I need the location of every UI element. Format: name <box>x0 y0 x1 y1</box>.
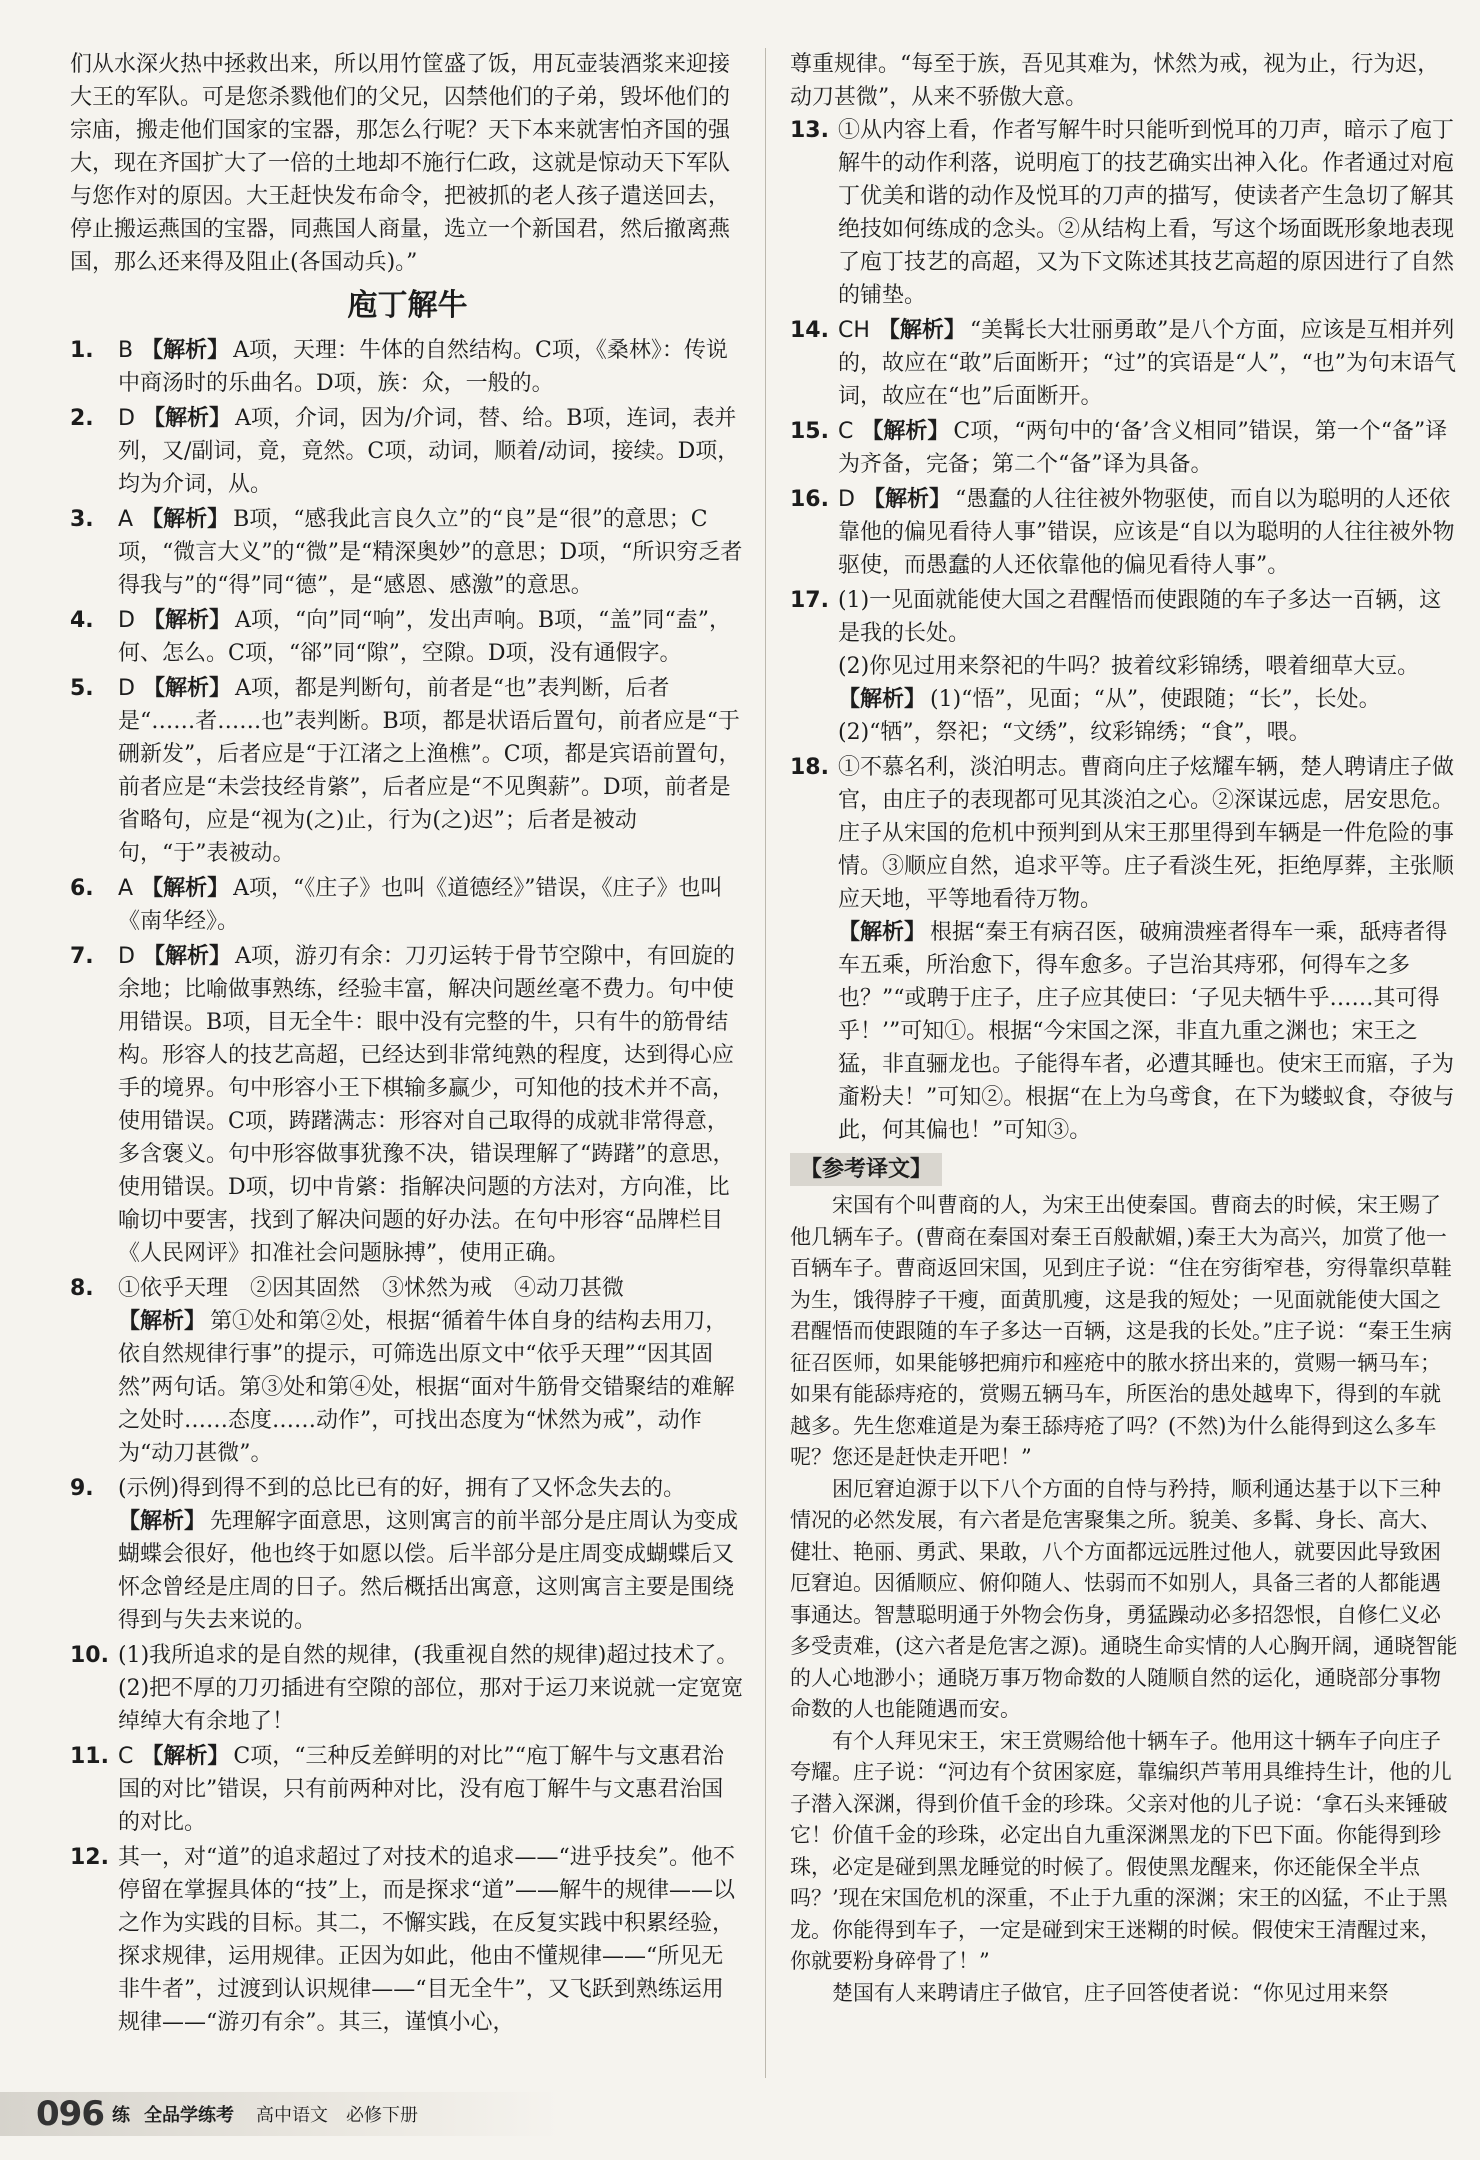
item-number: 10. <box>70 1643 109 1668</box>
answer-item <box>790 415 1460 481</box>
analysis-tag: 【解析】 <box>141 1744 230 1769</box>
item-main-line <box>838 314 1460 413</box>
analysis-tag: 【解析】 <box>118 1509 207 1534</box>
answer-letter: D <box>118 406 135 431</box>
answer-item <box>70 872 745 938</box>
section-heading: 庖丁解牛 <box>347 288 468 323</box>
answer-item <box>70 503 745 602</box>
item-sub-text: 先理解字面意思，这则寓言的前半部分是庄周认为变成蝴蝶会很好，他也终于如愿以偿。后半部分是庄周变成蝴蝶后又怀念曾经是庄周的日子。然后概括出寓意，这则寓言主要是围绕得到与失去来说的。 <box>118 1509 739 1633</box>
item-number: 5. <box>70 676 94 701</box>
item-number: 8. <box>70 1276 94 1301</box>
item-number: 13. <box>790 118 829 143</box>
analysis-tag: 【解析】 <box>142 608 231 633</box>
item-sub-line <box>838 916 1460 1147</box>
book-subject: 高中语文 <box>255 2105 328 2126</box>
answer-letter: D <box>118 944 135 969</box>
practice-label: 练 <box>111 2105 130 2126</box>
item-number: 4. <box>70 608 94 633</box>
item-text: A项，介词，因为/介词，替、给。B项，连词，表并列，又/副词，竟，竟然。C项，动词，顺着/动词，接续。D项，均为介词，从。 <box>118 406 740 497</box>
item-body <box>118 1272 745 1470</box>
item-body <box>118 872 745 938</box>
item-text: A项，游刃有余：刀刃运转于骨节空隙中，有回旋的余地；比喻做事熟练，经验丰富，解决问题丝毫不费力。句中使用错误。B项，目无全牛：眼中没有完整的牛，只有牛的筋骨结构。形容人的技艺高超，已经达到非常纯熟的程度，达到得心应手的境界。句中形容小王下棋输多赢少，可知他的技术并不高，使用错误。C项，踌躇满志：形容对自己取得的成就非常得意，多含褒义。句中形容做事犹豫不决，错误理解了“踌躇”的意思，使用错误。D项，切中肯綮：指解决问题的方法对，方向准，比喻切中要害，找到了解决问题的好办法。在句中形容“品牌栏目《人民网评》扣准社会问题脉搏”，使用正确。 <box>118 944 735 1266</box>
item-number: 14. <box>790 318 829 343</box>
item-main-line <box>838 584 1460 650</box>
item-number: 18. <box>790 755 829 780</box>
left-answer-list <box>70 334 745 2039</box>
item-text: A项，都是判断句，前者是“也”表判断，后者是“……者……也”表判断。B项，都是状语后置句，前者应是“于硎新发”，后者应是“于江渚之上渔樵”。C项，都是宾语前置句，前者应是“未尝技经肯綮”，后者应是“不见舆薪”。D项，前者是省略句，应是“视为(之)止，行为(之)迟”；后者是被动句，“于”表被动。 <box>118 676 741 866</box>
item-sub-text: (2)把不厚的刀刃插进有空隙的部位，那对于运刀来说就一定宽宽绰绰大有余地了！ <box>118 1676 744 1734</box>
translation-paragraph: 楚国有人来聘请庄子做官，庄子回答使者说：“你见过用来祭 <box>832 1980 1389 2005</box>
answer-item <box>70 940 745 1270</box>
item-main-line <box>118 1841 745 2039</box>
item-main-line <box>118 940 745 1270</box>
item-body <box>118 1639 745 1738</box>
answer-item <box>70 334 745 400</box>
analysis-tag: 【解析】 <box>142 676 231 701</box>
item-body <box>118 503 745 602</box>
analysis-tag: 【解析】 <box>142 944 231 969</box>
analysis-tag: 【解析】 <box>838 920 927 945</box>
right-column <box>790 48 1460 2009</box>
item-number: 9. <box>70 1476 94 1501</box>
item-sub-line <box>118 1505 745 1637</box>
translation-paragraph: 困厄窘迫源于以下八个方面的自恃与矜持，顺利通达基于以下三种情况的必然发展，有六者是危害聚集之所。貌美、多髯、身长、高大、健壮、艳丽、勇武、果敢，八个方面都远远胜过他人，就要因此导致困厄窘迫。因循顺应、俯仰随人、怯弱而不如别人，具备三者的人都能遇事通达。智慧聪明通于外物会伤身，勇猛躁动必多招怨恨，自修仁义必多受责难，(这六者是危害之源)。通晓生命实情的人心胸开阔，通晓智能的人心地渺小；通晓万事万物命数的人随顺自然的运化，通晓部分事物命数的人也能随遇而安。 <box>790 1476 1458 1721</box>
item-number: 6. <box>70 876 94 901</box>
item-sub-text: 第①处和第②处，根据“循着牛体自身的结构去用刀，依自然规律行事”的提示，可筛选出原文中“依乎天理”“因其固然”两句话。第③处和第④处，根据“面对牛筋骨交错聚结的难解之处时……态度……动作”，可找出态度为“怵然为戒”，动作为“动刀甚微”。 <box>118 1309 735 1466</box>
item-number: 17. <box>790 588 829 613</box>
item-main-line <box>118 672 745 870</box>
item-number: 3. <box>70 507 94 532</box>
answer-letter: C <box>118 1744 134 1769</box>
item-main-line <box>838 751 1460 916</box>
answer-item <box>790 483 1460 582</box>
item-text: (1)我所追求的是自然的规律，(我重视自然的规律)超过技术了。 <box>118 1643 739 1668</box>
item-sub-line <box>118 1305 745 1470</box>
item-main-line <box>838 415 1460 481</box>
answer-item <box>70 1740 745 1839</box>
intro-paragraph: 们从水深火热中拯救出来，所以用竹筐盛了饭，用瓦壶装酒浆来迎接大王的军队。可是您杀戮他们的父兄，囚禁他们的子弟，毁坏他们的宗庙，搬走他们国家的宝器，那怎么行呢？天下本来就害怕齐国的强大，现在齐国扩大了一倍的土地却不施行仁政，这就是惊动天下军队与您作对的原因。大王赶快发布命令，把被抓的老人孩子遣送回去，停止搬运燕国的宝器，同燕国人商量，选立一个新国君，然后撤离燕国，那么还来得及阻止(各国动兵)。” <box>70 52 731 275</box>
item-body <box>118 672 745 870</box>
item-body <box>838 114 1460 312</box>
item-text: A项，“《庄子》也叫《道德经》”错误，《庄子》也叫《南华经》。 <box>118 876 723 934</box>
item-body <box>118 604 745 670</box>
item-body <box>118 402 745 501</box>
item-body <box>838 314 1460 413</box>
item-body <box>118 1472 745 1637</box>
item-text: ①不慕名利，淡泊明志。曹商向庄子炫耀车辆，楚人聘请庄子做官，由庄子的表现都可见其淡泊之心。②深谋远虑，居安思危。庄子从宋国的危机中预判到从宋王那里得到车辆是一件危险的事情。③顺应自然，追求平等。庄子看淡生死，拒绝厚葬，主张顺应天地，平等地看待万物。 <box>838 755 1455 912</box>
item-main-line <box>118 1639 745 1672</box>
item-sub-text: 根据“秦王有病召医，破痈溃痤者得车一乘，舐痔者得车五乘，所治愈下，得车愈多。子岂治其痔邪，何得车之多也？”“或聘于庄子，庄子应其使曰：‘子见夫牺牛乎……其可得乎！’”可知①。根据“今宋国之深，非直九重之渊也；宋王之猛，非直骊龙也。子能得车者，必遭其睡也。使宋王而寤，子为齑粉夫！”可知②。根据“在上为乌鸢食，在下为蝼蚁食，夺彼与此，何其偏也！”可知③。 <box>838 920 1455 1143</box>
analysis-tag: 【解析】 <box>862 487 951 512</box>
answer-item <box>790 114 1460 312</box>
item-number: 1. <box>70 338 94 363</box>
answer-letter: D <box>118 608 135 633</box>
item-number: 2. <box>70 406 94 431</box>
item-body <box>838 415 1460 481</box>
item-text: C项，“两句中的‘备’含义相同”错误，第一个“备”译为齐备，完备；第二个“备”译为具备。 <box>838 419 1448 477</box>
item-text: (示例)得到得不到的总比已有的好，拥有了又怀念失去的。 <box>118 1476 686 1501</box>
book-volume: 必修下册 <box>345 2105 418 2126</box>
item-text: 其一，对“道”的追求超过了对技术的追求——“进乎技矣”。他不停留在掌握具体的“技”上，而是探求“道”——解牛的规律——以之作为实践的目标。其二，不懈实践，在反复实践中积累经验，探求规律，运用规律。正因为如此，他由不懂规律——“所见无非牛者”，过渡到认识规律——“目无全牛”，又飞跃到熟练运用规律——“游刃有余”。其三，谨慎小心， <box>118 1845 735 2035</box>
item-text: A项，天理：牛体的自然结构。C项，《桑林》：传说中商汤时的乐曲名。D项，族：众，一般的。 <box>118 338 728 396</box>
item-number: 12. <box>70 1845 109 1870</box>
analysis-tag: 【解析】 <box>141 507 230 532</box>
item-sub-line <box>838 683 1460 749</box>
item-main-line <box>118 1740 745 1839</box>
answer-item <box>70 1472 745 1637</box>
answer-item <box>70 1272 745 1470</box>
answer-item <box>70 1841 745 2039</box>
answer-letter: A <box>118 507 134 532</box>
analysis-tag: 【解析】 <box>142 406 231 431</box>
answer-item <box>790 751 1460 1147</box>
answer-letter: A <box>118 876 134 901</box>
answer-item <box>790 584 1460 749</box>
item-text: ①从内容上看，作者写解牛时只能听到悦耳的刀声，暗示了庖丁解牛的动作利落，说明庖丁的技艺确实出神入化。作者通过对庖丁优美和谐的动作及悦耳的刀声的描写，使读者产生急切了解其绝技如何练成的念头。②从结构上看，写这个场面既形象地表现了庖丁技艺的高超，又为下文陈述其技艺高超的原因进行了自然的铺垫。 <box>838 118 1455 308</box>
answer-item <box>70 672 745 870</box>
item-text: C项，“三种反差鲜明的对比”“庖丁解牛与文惠君治国的对比”错误，只有前两种对比，没有庖丁解牛与文惠君治国的对比。 <box>118 1744 724 1835</box>
item-body <box>118 334 745 400</box>
item-body <box>118 940 745 1270</box>
column-divider <box>765 48 766 2078</box>
page-footer <box>0 2092 560 2136</box>
item-sub-text: (1)“悟”，见面；“从”，使跟随；“长”，长处。(2)“牺”，祭祀；“文绣”，纹彩锦绣；“食”，喂。 <box>838 687 1381 745</box>
reference-translation-header: 【参考译文】 <box>790 1153 942 1186</box>
analysis-tag: 【解析】 <box>877 318 966 343</box>
analysis-tag: 【解析】 <box>861 419 950 444</box>
answer-letter: B <box>118 338 134 363</box>
item-sub-line <box>838 650 1460 683</box>
translation-paragraph: 宋国有个叫曹商的人，为宋王出使秦国。曹商去的时候，宋王赐了他几辆车子。(曹商在秦国对秦王百般献媚，)秦王大为高兴，加赏了他一百辆车子。曹商返回宋国，见到庄子说：“住在穷街窄巷，穷得靠织草鞋为生，饿得脖子干瘦，面黄肌瘦，这是我的短处；一见面就能使大国之君醒悟而使跟随的车子多达一百辆，这是我的长处。”庄子说：“秦王生病征召医师，如果能够把痈疖和痤疮中的脓水挤出来的，赏赐一辆马车；如果有能舔痔疮的，赏赐五辆马车，所医治的患处越卑下，得到的车就越多。先生您难道是为秦王舔痔疮了吗？(不然)为什么能得到这么多车呢？您还是赶快走开吧！” <box>790 1193 1452 1469</box>
right-answer-list <box>790 114 1460 1147</box>
continued-text: 尊重规律。“每至于族，吾见其难为，怵然为戒，视为止，行为迟，动刀甚微”，从来不骄傲大意。 <box>790 52 1440 110</box>
page-number: 096 <box>36 2094 104 2134</box>
book-brand: 全品学练考 <box>143 2105 234 2126</box>
item-number: 15. <box>790 419 829 444</box>
answer-item <box>790 314 1460 413</box>
item-main-line <box>118 604 745 670</box>
analysis-tag: 【解析】 <box>141 876 230 901</box>
item-text: (1)一见面就能使大国之君醒悟而使跟随的车子多达一百辆，这是我的长处。 <box>838 588 1442 646</box>
answer-letter: D <box>838 487 855 512</box>
item-text: “美髯长大壮丽勇敢”是八个方面，应该是互相并列的，故应在“敢”后面断开；“过”的宾语是“人”，“也”为句末语气词，故应在“也”后面断开。 <box>838 318 1456 409</box>
analysis-tag: 【解析】 <box>141 338 230 363</box>
item-body <box>118 1841 745 2039</box>
item-main-line <box>118 1272 745 1305</box>
analysis-tag: 【解析】 <box>838 687 927 712</box>
translation-paragraph: 有个人拜见宋王，宋王赏赐给他十辆车子。他用这十辆车子向庄子夸耀。庄子说：“河边有个贫困家庭，靠编织芦苇用具维持生计，他的儿子潜入深渊，得到价值千金的珍珠。父亲对他的儿子说：‘拿石头来锤破它！价值千金的珍珠，必定出自九重深渊黑龙的下巴下面。你能得到珍珠，必定是碰到黑龙睡觉的时候了。假使黑龙醒来，你还能保全半点吗？’现在宋国危机的深重，不止于九重的深渊；宋王的凶猛，不止于黑龙。你能得到车子，一定是碰到宋王迷糊的时候。假使宋王清醒过来，你就要粉身碎骨了！” <box>790 1728 1452 1973</box>
item-text: B项，“感我此言良久立”的“良”是“很”的意思；C项，“微言大义”的“微”是“精深奥妙”的意思；D项，“所识穷乏者得我与”的“得”同“德”，是“感恩、感激”的意思。 <box>118 507 743 598</box>
item-body <box>838 483 1460 582</box>
answer-letter: D <box>118 676 135 701</box>
item-main-line <box>118 1472 745 1505</box>
item-number: 11. <box>70 1744 109 1769</box>
item-main-line <box>838 114 1460 312</box>
item-main-line <box>838 483 1460 582</box>
item-main-line <box>118 503 745 602</box>
answer-letter: C <box>838 419 854 444</box>
item-body <box>118 1740 745 1839</box>
answer-letter: CH <box>838 318 870 343</box>
item-sub-line <box>118 1672 745 1738</box>
reference-translation <box>790 1190 1460 2009</box>
item-body <box>838 584 1460 749</box>
item-main-line <box>118 334 745 400</box>
answer-item <box>70 604 745 670</box>
item-main-line <box>118 402 745 501</box>
item-text: ①依乎天理 ②因其固然 ③怵然为戒 ④动刀甚微 <box>118 1276 625 1301</box>
item-text: A项，“向”同“响”，发出声响。B项，“盖”同“盍”，何、怎么。C项，“郤”同“隙”，空隙。D项，没有通假字。 <box>118 608 732 666</box>
item-body <box>838 751 1460 1147</box>
analysis-tag: 【解析】 <box>118 1309 207 1334</box>
item-main-line <box>118 872 745 938</box>
item-number: 7. <box>70 944 94 969</box>
answer-item <box>70 1639 745 1738</box>
left-column <box>70 48 745 2041</box>
item-number: 16. <box>790 487 829 512</box>
answer-item <box>70 402 745 501</box>
item-text: “愚蠢的人往往被外物驱使，而自以为聪明的人还依靠他的偏见看待人事”错误，应该是“自以为聪明的人往往被外物驱使，而愚蠢的人还依靠他的偏见看待人事”。 <box>838 487 1455 578</box>
item-sub-text: (2)你见过用来祭祀的牛吗？披着纹彩锦绣，喂着细草大豆。 <box>838 654 1420 679</box>
